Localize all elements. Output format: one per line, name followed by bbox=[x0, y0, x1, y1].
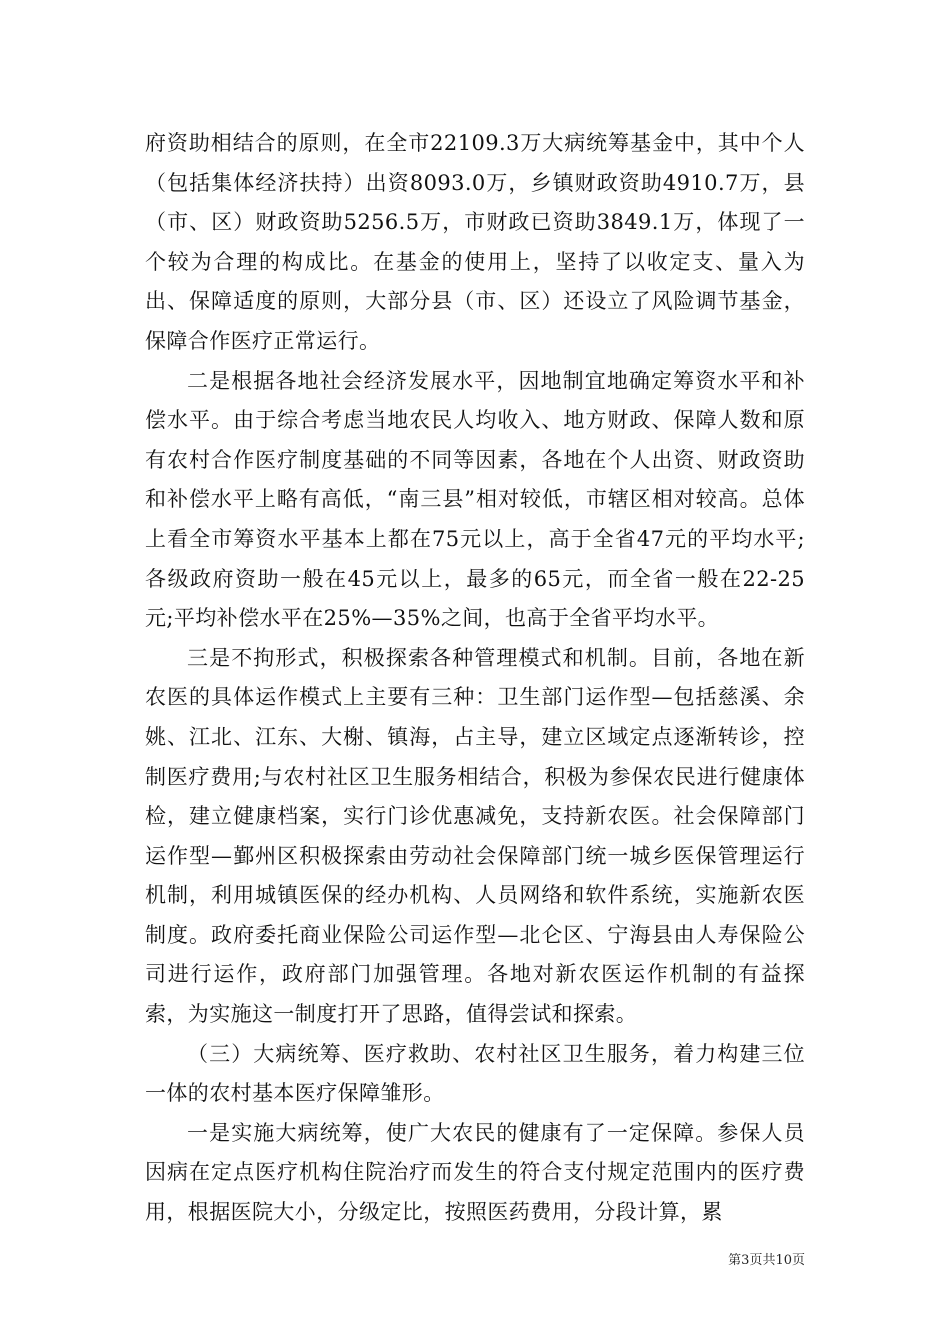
page-number-footer: 第3页共10页 bbox=[728, 1253, 805, 1268]
paragraph-funding-levels: 二是根据各地社会经济发展水平，因地制宜地确定筹资水平和补偿水平。由于综合考虑当地农民人均收入、地方财政、保障人数和原有农村合作医疗制度基础的不同等因素，各地在个人出资、财政资助和补偿水平上略有高低，“南三县”相对较低，市辖区相对较高。总体上看全市筹资水平基本上都在75元以上，高于全省47元的平均水平;各级政府资助一般在45元以上，最多的65元，而全省一般在22-25元;平均补偿水平在25%—35%之间，也高于全省平均水平。 bbox=[145, 368, 805, 631]
paragraph-section-heading: （三）大病统筹、医疗救助、农村社区卫生服务，着力构建三位一体的农村基本医疗保障雏形。 bbox=[145, 1041, 805, 1106]
document-body bbox=[145, 124, 805, 1233]
paragraph-management-models: 三是不拘形式，积极探索各种管理模式和机制。目前，各地在新农医的具体运作模式上主要有三种：卫生部门运作型—包括慈溪、余姚、江北、江东、大榭、镇海，占主导，建立区域定点逐渐转诊，控制医疗费用;与农村社区卫生服务相结合，积极为参保农民进行健康体检，建立健康档案，实行门诊优惠减免，支持新农医。社会保障部门运作型—鄞州区积极探索由劳动社会保障部门统一城乡医保管理运行机制，利用城镇医保的经办机构、人员网络和软件系统，实施新农医制度。政府委托商业保险公司运作型—北仑区、宁海县由人寿保险公司进行运作，政府部门加强管理。各地对新农医运作机制的有益探索，为实施这一制度打开了思路，值得尝试和探索。 bbox=[145, 645, 805, 1027]
paragraph-major-illness: 一是实施大病统筹，使广大农民的健康有了一定保障。参保人员因病在定点医疗机构住院治疗而发生的符合支付规定范围内的医疗费用，根据医院大小，分级定比，按照医药费用，分段计算，累 bbox=[145, 1120, 805, 1225]
paragraph-funding-sources: 府资助相结合的原则，在全市22109.3万大病统筹基金中，其中个人（包括集体经济扶持）出资8093.0万，乡镇财政资助4910.7万，县（市、区）财政资助5256.5万，市财政已资助3849.1万，体现了一个较为合理的构成比。在基金的使用上，坚持了以收定支、量入为出、保障适度的原则，大部分县（市、区）还设立了风险调节基金，保障合作医疗正常运行。 bbox=[145, 131, 805, 353]
